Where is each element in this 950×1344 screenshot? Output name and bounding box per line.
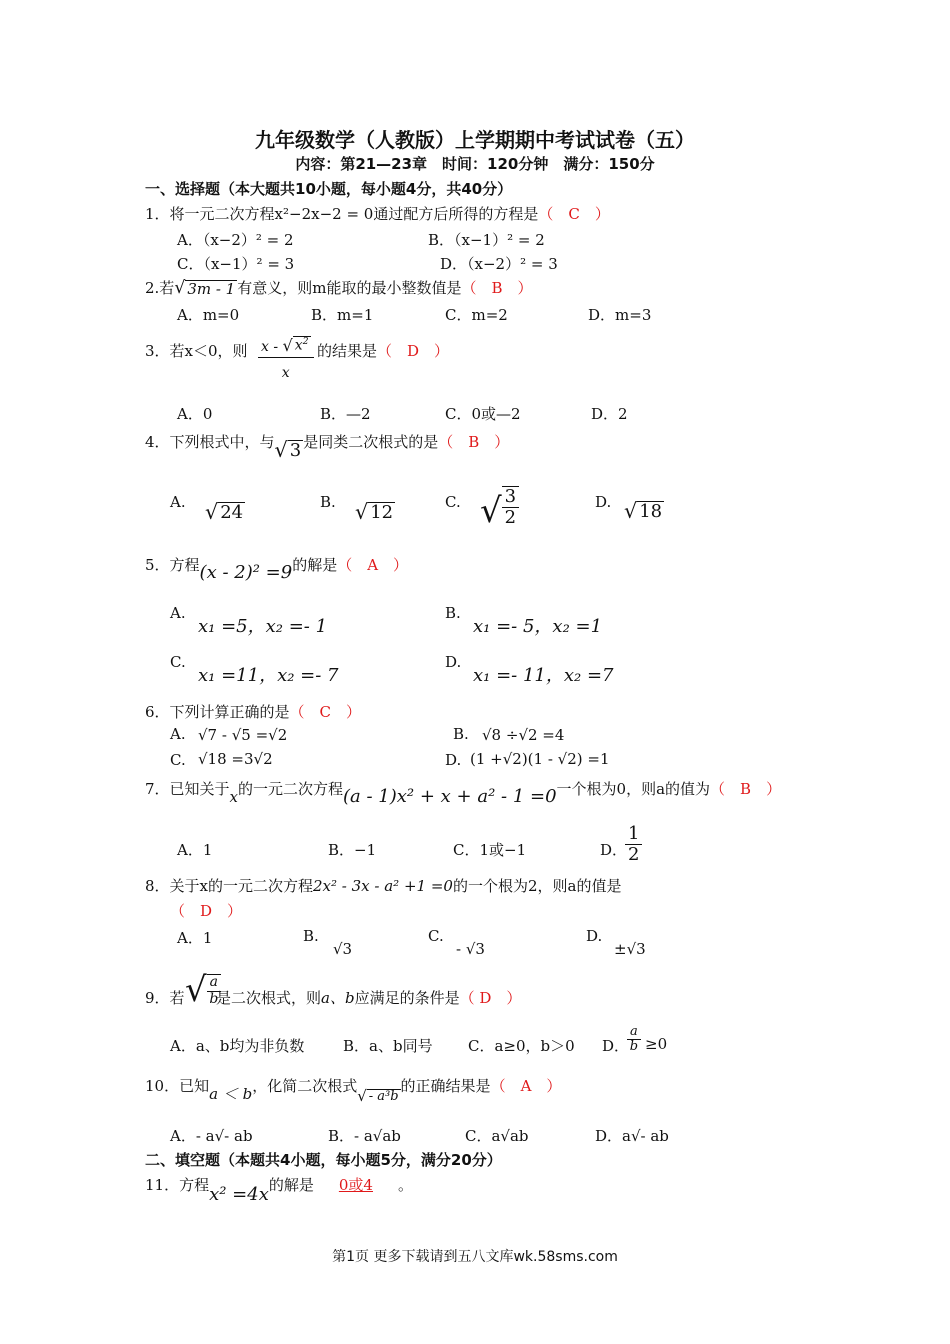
q4-option-b: √ 12 <box>355 500 394 525</box>
q4-pre: 4．下列根式中，与 <box>145 433 275 452</box>
q2-radical: √ 3m - 1 <box>174 278 236 298</box>
q11-end: 。 <box>397 1176 413 1194</box>
q11-pre: 11．方程 <box>145 1176 210 1194</box>
q9-radical: √ $\frac{a}{b}$ <box>185 973 221 1007</box>
q11-eq: x² =4x <box>209 1184 269 1205</box>
q7-option-d <box>625 824 642 865</box>
q9-post2: 应满足的条件是 <box>354 989 460 1007</box>
q6-option-c-label: C. <box>170 751 186 769</box>
q9-num: a <box>207 975 221 991</box>
q5-option-b: x₁ =- 5，x₂ =1 <box>473 616 603 637</box>
q8-option-c: - √3 <box>456 940 485 958</box>
q1-stem: 1．将一元二次方程x²−2x−2 = 0通过配方后所得的方程是 <box>145 205 539 223</box>
q4-option-a: √ 24 <box>205 500 244 525</box>
q5-option-b-label: B. <box>445 604 461 622</box>
question-8 <box>145 875 621 896</box>
q4-option-d: √ 18 <box>624 499 663 524</box>
q6-option-d-label: D. <box>445 751 462 769</box>
question-10 <box>145 1075 562 1105</box>
q3-pre: 3．若x＜0，则 <box>145 342 248 360</box>
q4-option-c-label: C. <box>445 493 461 511</box>
q1-option-c: C．（x−1）² = 3 <box>177 255 295 273</box>
question-9 <box>216 987 521 1008</box>
q10-option-d: D．a√- ab <box>595 1127 669 1145</box>
q4-option-d-label: D. <box>595 493 612 511</box>
q6-stem: 6．下列计算正确的是 <box>145 703 290 721</box>
q4-d-rad: 18 <box>639 501 663 522</box>
page-footer: 第1页 更多下载请到五八文库wk.58sms.com <box>332 1249 618 1265</box>
q7-eq: (a - 1)x² + x + a² - 1 =0 <box>343 786 557 807</box>
q4-c-num: 3 <box>502 487 519 508</box>
q2-radicand: 3m - 1 <box>187 279 236 298</box>
q3-post: 的结果是 <box>317 342 378 360</box>
q8-pre: 8．关于x的一元二次方程 <box>145 877 314 895</box>
q4-post: 是同类二次根式的是 <box>303 433 439 452</box>
q10-cond: a ＜ b <box>209 1085 253 1103</box>
q3-option-d: D．2 <box>591 405 628 423</box>
question-3 <box>317 340 449 361</box>
q4-answer: （ B ） <box>438 433 510 452</box>
q10-pre: 10．已知 <box>145 1077 210 1095</box>
q9-option-b: B．a、b同号 <box>343 1037 433 1055</box>
q7-option-a: A．1 <box>177 841 213 859</box>
q9-answer: （ D ） <box>459 989 522 1007</box>
question-6 <box>145 701 361 722</box>
q2-option-c: C．m=2 <box>445 306 508 324</box>
section-1-heading: 一、选择题（本大题共10小题，每小题4分，共40分） <box>145 180 513 198</box>
question-4 <box>145 430 510 463</box>
q5-post: 的解是 <box>292 556 338 574</box>
q2-option-d: D．m=3 <box>588 306 652 324</box>
q2-pre: 2.若 <box>145 279 175 297</box>
q2-post: 有意义，则m能取的最小整数值是 <box>237 279 462 297</box>
q8-option-c-label: C. <box>428 927 444 945</box>
q3-num-x: x - <box>261 338 279 355</box>
q5-eq: (x - 2)² =9 <box>199 562 293 583</box>
q5-option-d-label: D. <box>445 653 462 671</box>
question-5 <box>145 554 409 583</box>
q8-eq: 2x² - 3x - a² +1 =0 <box>313 877 453 895</box>
q10-mid: ，化简二次根式 <box>252 1077 358 1095</box>
q7-d-num: 1 <box>625 824 642 845</box>
question-2 <box>145 277 533 298</box>
q9-post: 是二次根式，则 <box>216 989 322 1007</box>
q6-option-d: (1 +√2)(1 - √2) =1 <box>470 750 610 768</box>
q7-answer: （ B ） <box>710 780 782 798</box>
q3-answer: （ D ） <box>377 342 450 360</box>
q6-answer: （ C ） <box>289 703 362 721</box>
page-subtitle: 内容：第21—23章 时间：120分钟 满分：150分 <box>295 155 655 173</box>
q7-pre: 7．已知关于 <box>145 780 230 798</box>
q4-option-c: √ $\frac{3}{2}$ <box>480 486 519 528</box>
q9-pre: 9．若 <box>145 989 185 1007</box>
q7-option-b: B．−1 <box>328 841 377 859</box>
q10-option-c: C．a√ab <box>465 1127 529 1145</box>
q9-d-num: a <box>627 1025 641 1040</box>
q7-var: x <box>229 788 239 806</box>
q3-option-a: A．0 <box>177 405 213 423</box>
q4-radical: √ 3 <box>274 438 302 463</box>
q10-post: 的正确结果是 <box>400 1077 491 1095</box>
q7-d-den: 2 <box>628 843 640 865</box>
q5-option-a-label: A. <box>170 604 186 622</box>
q1-option-b: B．（x−1）² = 2 <box>428 231 545 249</box>
q1-answer: （ C ） <box>538 205 610 223</box>
q5-option-d: x₁ =- 11，x₂ =7 <box>473 665 614 686</box>
q4-option-a-label: A. <box>170 493 186 511</box>
q9-d-post: ≥0 <box>645 1035 668 1053</box>
q4-b-rad: 12 <box>370 502 394 523</box>
q3-fraction: x - √ $x^2$ x <box>258 336 314 382</box>
q11-answer: 0或4 <box>338 1176 373 1194</box>
q8-option-a: A．1 <box>177 929 213 947</box>
q10-rad: - a³b <box>368 1088 399 1104</box>
q1-option-a: A．（x−2）² = 2 <box>177 231 294 249</box>
q5-answer: （ A ） <box>337 556 409 574</box>
q8-option-b: √3 <box>333 940 353 958</box>
q5-option-a: x₁ =5，x₂ =- 1 <box>198 616 328 637</box>
q8-option-d-label: D. <box>586 927 603 945</box>
q1-option-d: D．（x−2）² = 3 <box>440 255 558 273</box>
q5-pre: 5．方程 <box>145 556 200 574</box>
q3-num-rad: x <box>294 337 303 354</box>
q9-option-c: C．a≥0，b＞0 <box>468 1037 575 1055</box>
q8-answer: （ D ） <box>170 902 243 920</box>
q8-option-d: ±√3 <box>614 940 646 958</box>
question-7 <box>145 778 782 807</box>
section-2-heading: 二、填空题（本题共4小题，每小题5分，满分20分） <box>145 1151 502 1169</box>
q3-option-b: B．—2 <box>320 405 371 423</box>
q8-option-b-label: B. <box>303 927 319 945</box>
q5-option-c: x₁ =11，x₂ =- 7 <box>198 665 339 686</box>
q10-answer: （ A ） <box>490 1077 562 1095</box>
q7-post: 一个根为0，则a的值为 <box>556 780 711 798</box>
q9-d-den: b <box>629 1039 639 1055</box>
q10-radical: √ - a³b <box>357 1087 399 1105</box>
q9-option-d <box>627 1025 641 1055</box>
q6-option-a-label: A. <box>170 725 186 743</box>
q10-option-b: B．- a√ab <box>328 1127 401 1145</box>
q3-den: x <box>281 365 290 382</box>
q7-mid: 的一元二次方程 <box>238 780 344 798</box>
q8-post: 的一个根为2，则a的值是 <box>452 877 622 895</box>
q2-option-b: B．m=1 <box>311 306 374 324</box>
q2-option-a: A．m=0 <box>177 306 240 324</box>
q5-option-c-label: C. <box>170 653 186 671</box>
q9-option-d-label: D． <box>602 1037 630 1055</box>
q2-answer: （ B ） <box>461 279 533 297</box>
q6-option-a: √7 - √5 =√2 <box>198 726 288 744</box>
q9-option-a: A．a、b均为非负数 <box>170 1037 305 1055</box>
q7-option-c: C．1或−1 <box>453 841 527 859</box>
q11-post: 的解是 <box>268 1176 314 1194</box>
q4-c-den: 2 <box>504 506 517 528</box>
q4-rad: 3 <box>289 440 302 461</box>
q9-den: b <box>209 990 219 1007</box>
q10-option-a: A．- a√- ab <box>170 1127 253 1145</box>
page-title: 九年级数学（人教版）上学期期中考试试卷（五） <box>255 128 695 152</box>
q4-option-b-label: B. <box>320 493 336 511</box>
q6-option-b: √8 ÷√2 =4 <box>482 726 565 744</box>
q3-option-c: C．0或—2 <box>445 405 521 423</box>
q6-option-b-label: B. <box>453 725 469 743</box>
q4-a-rad: 24 <box>220 502 244 523</box>
q7-option-d-label: D． <box>600 841 628 859</box>
question-11 <box>145 1174 413 1205</box>
question-1 <box>145 203 610 224</box>
q6-option-c: √18 =3√2 <box>198 750 273 768</box>
q9-vars: a、b <box>321 989 355 1007</box>
